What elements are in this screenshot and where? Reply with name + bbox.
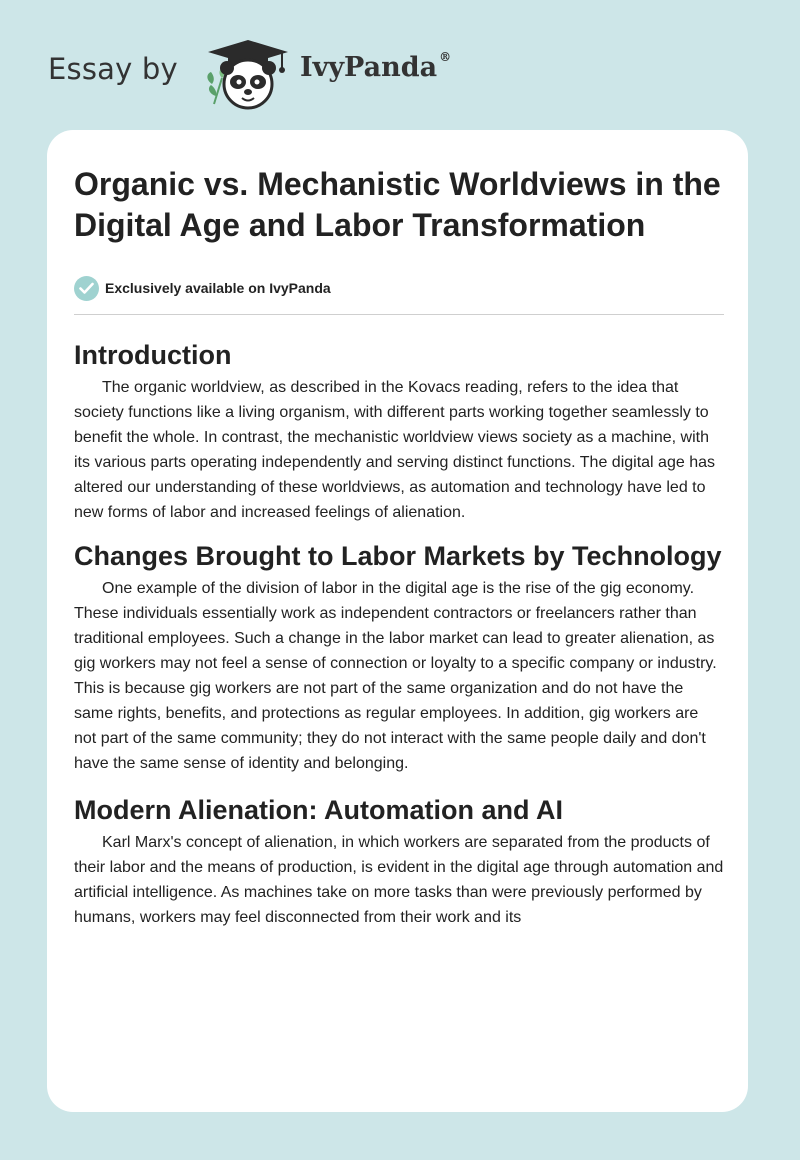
divider (74, 314, 724, 315)
section-heading-modern-alienation: Modern Alienation: Automation and AI (74, 795, 563, 825)
essay-card (47, 130, 748, 1112)
section-heading-labor-markets: Changes Brought to Labor Markets by Technology (74, 541, 722, 571)
section-paragraph-labor-markets: One example of the division of labor in the digital age is the rise of the gig economy. These individuals essentially work as independent contractors or freelancers rather than traditional employees. Such a change in the labor market can lead to greater alienation, as gig workers may not feel a sense of connection or loyalty to a specific company or industry. This is because gig workers are not part of the same organization and do not have the same rights, benefits, and protections as regular employees. In addition, gig workers are not part of the same community; they do not interact with the same people daily and don't have the same sense of identity and belonging. (74, 580, 717, 772)
brand-name[interactable]: IvyPanda ® (300, 50, 452, 83)
section-paragraph-modern-alienation: Karl Marx's concept of alienation, in which workers are separated from the products of their labor and the means of production, is evident in the digital age through automation and artificial intelligence. As machines take on more tasks than were previously performed by humans, workers may feel disconnected from their work and its (74, 834, 724, 926)
ivypanda-logo-icon[interactable] (202, 38, 294, 112)
essay-by-label: Essay by (48, 52, 178, 86)
section-heading-introduction: Introduction (74, 340, 232, 370)
registered-mark: ® (439, 50, 452, 64)
badge-text: Exclusively available on IvyPanda (105, 280, 331, 296)
page-title: Organic vs. Mechanistic Worldviews in the Digital Age and Labor Transformation (74, 166, 721, 243)
exclusive-badge (74, 275, 724, 301)
section-paragraph-introduction: The organic worldview, as described in the Kovacs reading, refers to the idea that society functions like a living organism, with different parts working together seamlessly to benefit the whole. In contrast, the mechanistic worldview views society as a machine, with its various parts operating independently and serving distinct functions. The digital age has altered our understanding of these worldviews, as automation and technology have led to new forms of labor and increased feelings of alienation. (74, 379, 715, 521)
site-header (46, 34, 746, 114)
check-icon (74, 276, 99, 301)
